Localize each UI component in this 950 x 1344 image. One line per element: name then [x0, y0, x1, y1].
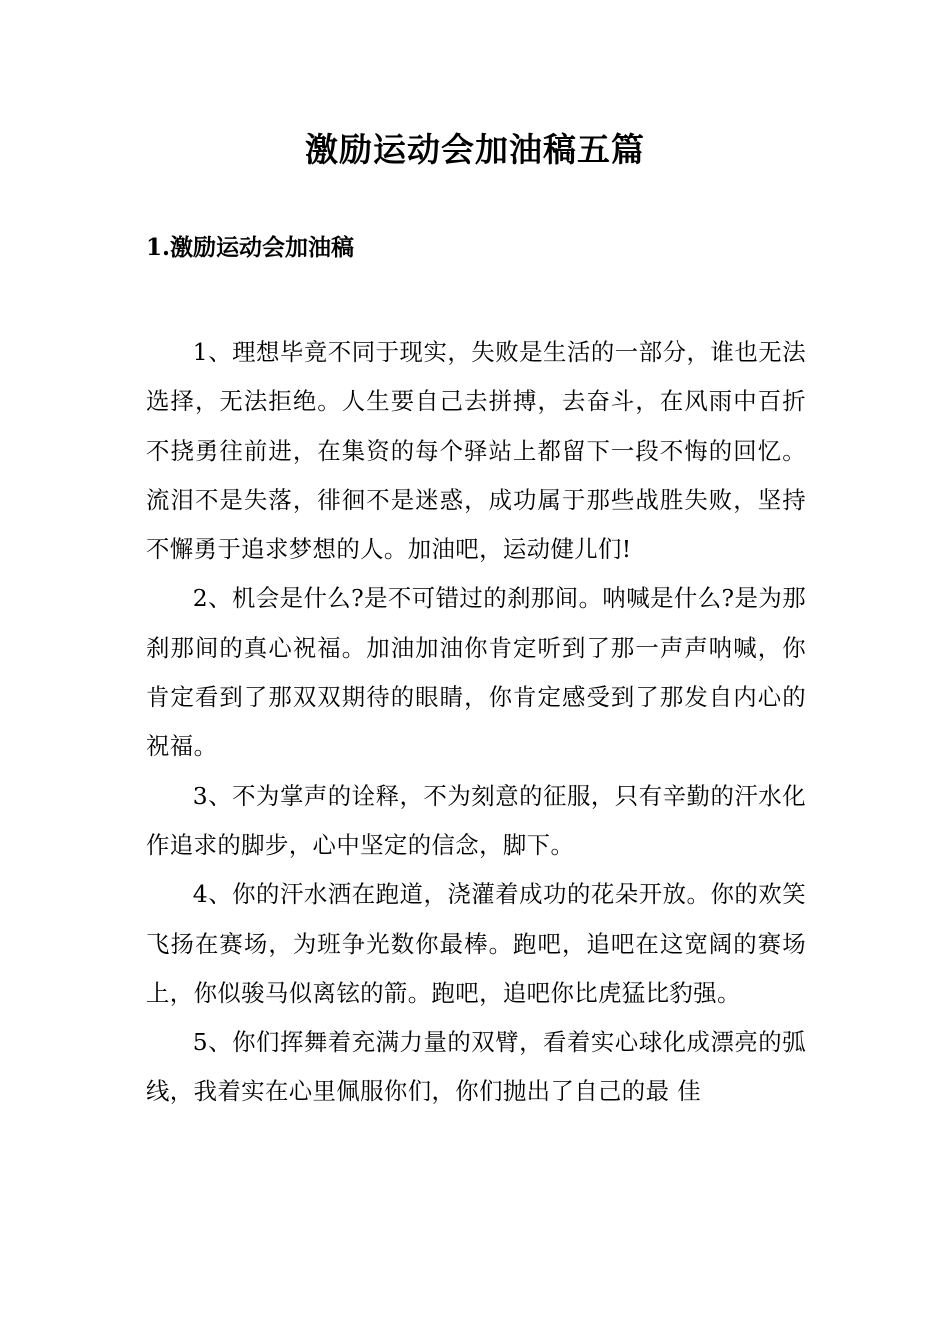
paragraph-4: 4、你的汗水洒在跑道，浇灌着成功的花朵开放。你的欢笑飞扬在赛场，为班争光数你最棒。跑吧，追吧在这宽阔的赛场上，你似骏马似离铉的箭。跑吧，追吧你比虎猛比豹强。: [146, 880, 806, 1007]
paragraph-1: 1、理想毕竟不同于现实，失败是生活的一部分，谁也无法选择，无法拒绝。人生要自己去拼搏，去奋斗，在风雨中百折不挠勇往前进，在集资的每个驿站上都留下一段不悔的回忆。流泪不是失落，徘徊不是迷惑，成功属于那些战胜失败，坚持不懈勇于追求梦想的人。加油吧，运动健儿们!: [146, 338, 806, 564]
section-heading: 1.激励运动会加油稿: [146, 234, 355, 261]
paragraph-5: 5、你们挥舞着充满力量的双臂，看着实心球化成漂亮的弧线，我着实在心里佩服你们，你们抛出了自己的最 佳: [146, 1028, 806, 1106]
document-body: [146, 328, 806, 1117]
document-title: 激励运动会加油稿五篇: [305, 130, 645, 169]
paragraph-2: 2、机会是什么?是不可错过的刹那间。呐喊是什么?是为那刹那间的真心祝福。加油加油你肯定听到了那一声声呐喊，你肯定看到了那双双期待的眼睛，你肯定感受到了那发自内心的祝福。: [146, 584, 806, 761]
paragraph-3: 3、不为掌声的诠释，不为刻意的征服，只有辛勤的汗水化作追求的脚步，心中坚定的信念，脚下。: [146, 781, 806, 859]
